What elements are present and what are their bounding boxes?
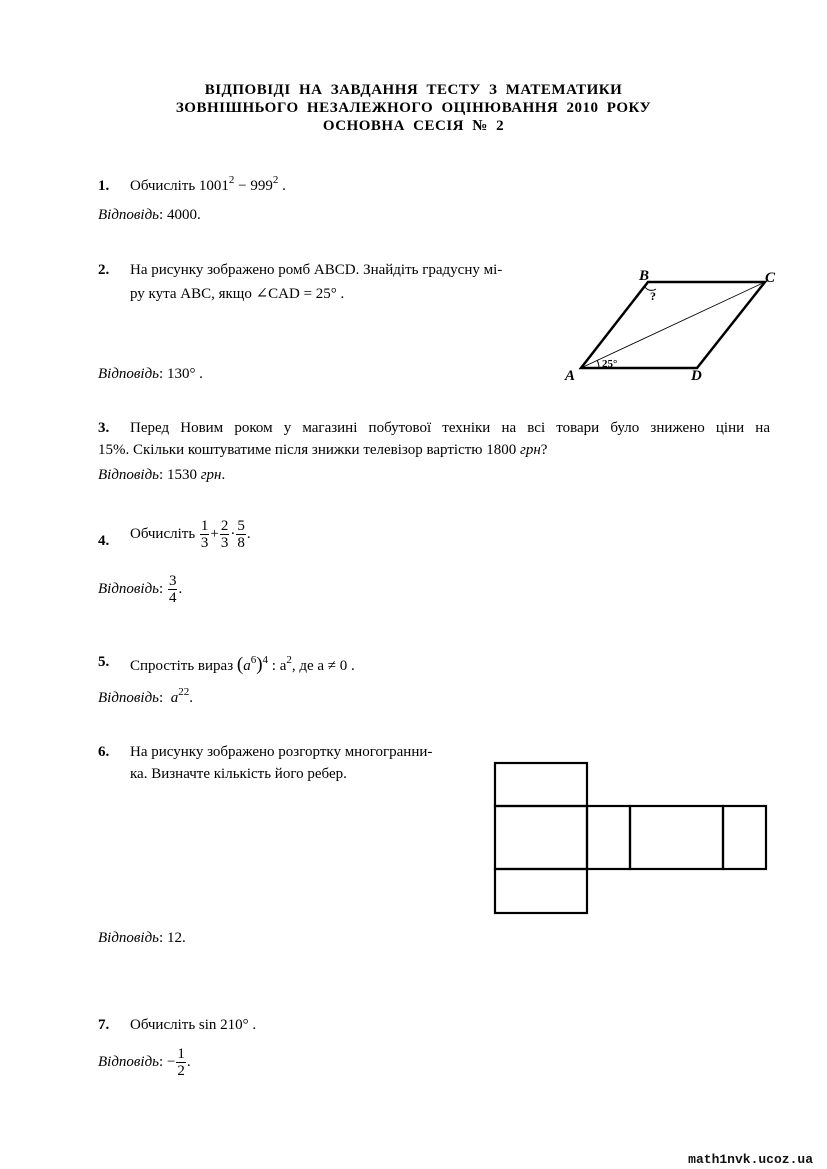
polyhedron-net-figure [490,760,772,918]
rhombus-figure [555,262,790,386]
label-question: ? [650,289,656,303]
task-1-answer: Відповідь: 4000. [98,207,201,223]
task-2-answer: Відповідь: 130° . [98,366,203,382]
doc-title-line1: ВІДПОВІДІ НА ЗАВДАННЯ ТЕСТУ З МАТЕМАТИКИ [204,82,623,98]
task-7-text: Обчисліть sin 210° . [130,1017,257,1033]
task-3-number: 3. [98,420,110,436]
task-3-answer: Відповідь: 1530 грн. [98,467,226,483]
label-a: A [565,368,576,384]
label-c: C [765,270,776,286]
net-face-bottom [495,869,587,913]
doc-title-line2: ЗОВНІШНЬОГО НЕЗАЛЕЖНОГО ОЦІНЮВАННЯ 2010 РОКУ [175,100,652,116]
task-7-number: 7. [98,1017,110,1033]
net-face-left [495,806,587,869]
task-7-answer: Відповідь: − $\frac{1}{2}$ . [98,1046,191,1079]
task-6-line2: ка. Визначте кількість його ребер. [130,766,347,782]
task-1-number: 1. [98,178,110,194]
task-2-line2: ру кута ABC, якщо ∠CAD = 25° . [130,286,345,302]
task-1-text: Обчисліть $1001^2 - 999^2$ . [130,174,286,194]
task-5-expression: Спростіть вираз $(a^6)^4$ : $a^2$, де a ≠ 0 . [130,654,355,675]
task-6-number: 6. [98,744,110,760]
net-face-back [630,806,723,869]
task-2-line1: На рисунку зображено ромб ABCD. Знайдіть градусну мі- [130,262,503,278]
task-2-number: 2. [98,262,110,278]
task-4-answer: Відповідь: $\frac{3}{4}$ . [98,573,183,606]
diagonal-ac [581,282,765,368]
task-3-line2: 15%. Скільки коштуватиме після знижки телевізор вартістю 1800 грн? [98,442,548,458]
net-face-top [495,763,587,806]
task-4-expression: Обчисліть $\frac{1}{3}$ + $\frac{2}{3}$ · $\frac{5}{8}$ . [130,518,251,551]
task-4-number: 4. [98,533,110,549]
net-face-side-2 [723,806,766,869]
net-face-side-1 [587,806,630,869]
label-angle: 25° [602,358,618,370]
site-watermark: math1nvk.ucoz.ua [688,1152,813,1167]
task-6-answer: Відповідь: 12. [98,930,186,946]
task-3-line1: Перед Новим роком у магазині побутової техніки на всі товари було знижено ціни на [130,420,770,436]
task-5-number: 5. [98,654,110,670]
task-6-line1: На рисунку зображено розгортку многогранни- [130,744,433,760]
label-d: D [691,368,702,384]
label-b: B [639,268,650,284]
doc-title-line3: ОСНОВНА СЕСІЯ № 2 [322,118,505,134]
task-5-answer: Відповідь: $a^{22}$. [98,686,193,706]
